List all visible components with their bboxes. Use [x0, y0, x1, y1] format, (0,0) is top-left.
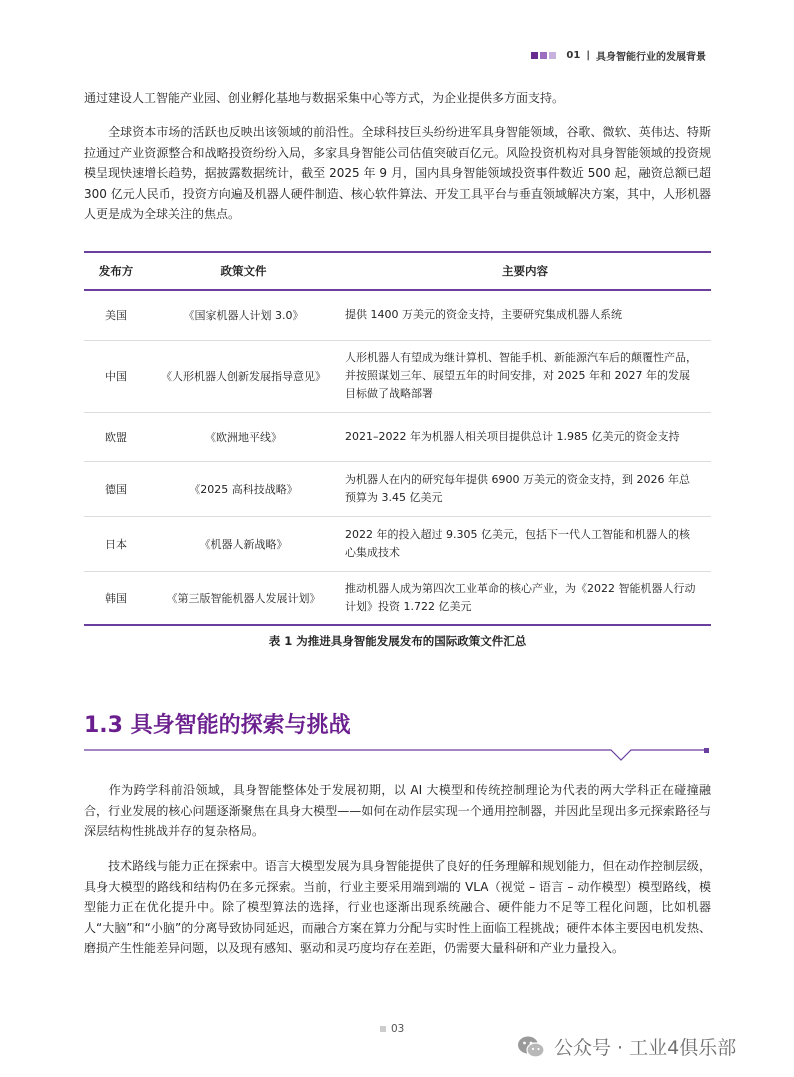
col-header-document: 政策文件 — [148, 252, 339, 290]
section-title-underline — [84, 738, 714, 762]
cell-document: 《人形机器人创新发展指导意见》 — [148, 340, 339, 412]
table-row — [84, 340, 711, 412]
table-row — [84, 412, 711, 461]
table-header-row — [84, 252, 711, 290]
page-number-text: 03 — [391, 1023, 405, 1035]
page-number — [380, 1023, 404, 1035]
table-caption: 表 1 为推进具身智能发展发布的国际政策文件汇总 — [268, 634, 527, 648]
cell-issuer: 美国 — [84, 290, 148, 340]
table-row — [84, 290, 711, 340]
paragraph-capital-market: 全球资本市场的活跃也反映出该领域的前沿性。全球科技巨头纷纷进军具身智能领域，谷歌、微软、英伟达、特斯拉通过产业资源整合和战略投资纷纷入局，多家具身智能公司估值突破百亿元。风险投资机构对具身智能领域的投资规模呈现快速增长趋势，据披露数据统计，截至 2025 年 9 月，国内具身智能领域投资事件数近 500 起，融资总额已超 300 亿元人民币，投资方向遍及机器人硬件制造、核心软件算法、开发工具平台与垂直领域解决方案，其中，人形机器人更是成为全球关注的焦点。 — [84, 125, 711, 221]
cell-issuer: 欧盟 — [84, 412, 148, 461]
col-header-issuer: 发布方 — [84, 252, 148, 290]
section-title: 1.3 具身智能的探索与挑战 — [84, 713, 351, 738]
cell-content: 2021–2022 年为机器人相关项目提供总计 1.985 亿美元的资金支持 — [339, 412, 711, 461]
cell-document: 《机器人新战略》 — [148, 516, 339, 571]
chapter-title: 具身智能行业的发展背景 — [596, 52, 706, 63]
cell-content: 为机器人在内的研究每年提供 6900 万美元的资金支持，到 2026 年总预算为 3.45 亿美元 — [339, 461, 711, 516]
header-square-2 — [540, 52, 547, 59]
table-row — [84, 571, 711, 625]
cell-content: 2022 年的投入超过 9.305 亿美元，包括下一代人工智能和机器人的核心集成技术 — [339, 516, 711, 571]
cell-document: 《第三版智能机器人发展计划》 — [148, 571, 339, 625]
table-row — [84, 516, 711, 571]
chapter-number: 01 — [566, 50, 581, 61]
header-divider: | — [586, 50, 590, 61]
policy-table — [84, 251, 711, 626]
cell-issuer: 韩国 — [84, 571, 148, 625]
header-square-3 — [549, 52, 556, 59]
col-header-content: 主要内容 — [339, 252, 711, 290]
wechat-icon — [516, 1034, 546, 1060]
cell-content: 提供 1400 万美元的资金支持，主要研究集成机器人系统 — [339, 290, 711, 340]
cell-issuer: 中国 — [84, 340, 148, 412]
cell-content: 人形机器人有望成为继计算机、智能手机、新能源汽车后的颠覆性产品，并按照谋划三年、展望五年的时间安排，对 2025 年和 2027 年的发展目标做了战略部署 — [339, 340, 711, 412]
paragraph-intro-1: 通过建设人工智能产业园、创业孵化基地与数据采集中心等方式，为企业提供多方面支持。 — [84, 91, 565, 105]
cell-issuer: 德国 — [84, 461, 148, 516]
cell-issuer: 日本 — [84, 516, 148, 571]
cell-document: 《国家机器人计划 3.0》 — [148, 290, 339, 340]
page-number-marker — [380, 1026, 386, 1032]
cell-document: 《欧洲地平线》 — [148, 412, 339, 461]
header-square-1 — [531, 52, 538, 59]
cell-document: 《2025 高科技战略》 — [148, 461, 339, 516]
watermark — [516, 1033, 736, 1060]
cell-content: 推动机器人成为第四次工业革命的核心产业，为《2022 智能机器人行动计划》投资 1.722 亿美元 — [339, 571, 711, 625]
table-row — [84, 461, 711, 516]
watermark-text: 公众号 · 工业4俱乐部 — [554, 1037, 737, 1059]
running-header — [531, 48, 706, 63]
paragraph-exploration-2: 技术路线与能力正在探索中。语言大模型发展为具身智能提供了良好的任务理解和规划能力，但在动作控制层级，具身大模型的路线和结构仍在多元探索。当前，行业主要采用端到端的 VLA（视觉 – 语言 – 动作模型）模型路线，模型能力正在优化提升中。除了模型算法的选择，行业也逐渐出现系统融合、硬件能力不足等工程化问题，比如机器人“大脑”和“小脑”的分离导致协同延迟，而融合方案在算力分配与实时性上面临工程挑战；硬件本体主要因电机发热、磨损产生性能差异问题，以及现有感知、驱动和灵巧度均存在差距，仍需要大量科研和产业力量投入。 — [84, 859, 711, 955]
paragraph-exploration-1: 作为跨学科前沿领域，具身智能整体处于发展初期，以 AI 大模型和传统控制理论为代表的两大学科正在碰撞融合，行业发展的核心问题逐渐聚焦在具身大模型——如何在动作层实现一个通用控制器，并因此呈现出多元探索路径与深层结构性挑战并存的复杂格局。 — [84, 783, 711, 838]
